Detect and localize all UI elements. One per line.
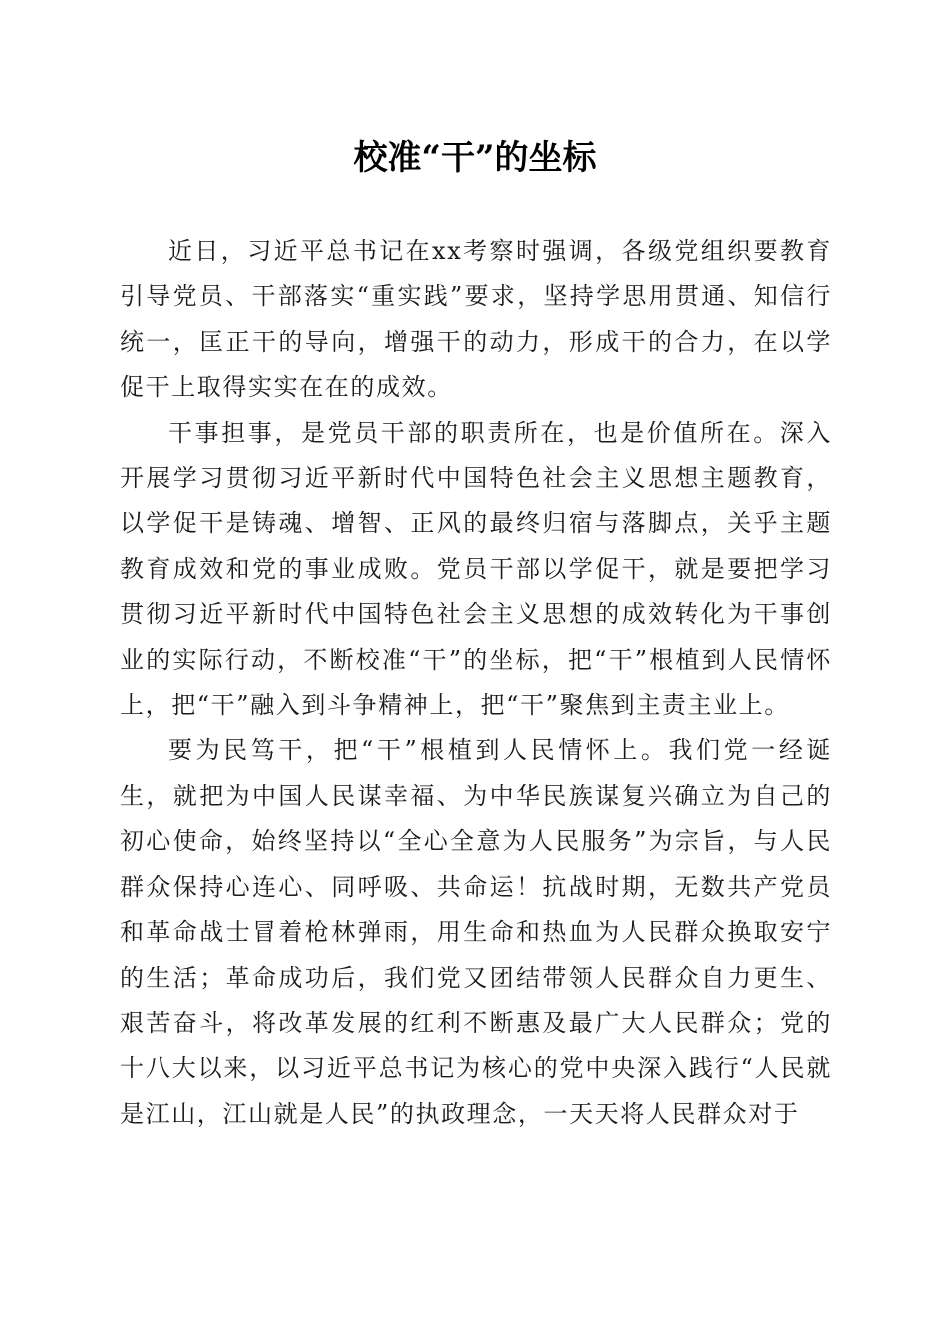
paragraph-3: 要为民笃干，把“干”根植到人民情怀上。我们党一经诞生，就把为中国人民谋幸福、为中华民族谋复兴确立为自己的初心使命，始终坚持以“全心全意为人民服务”为宗旨，与人民群众保持心连心、同呼吸、共命运！抗战时期，无数共产党员和革命战士冒着枪林弹雨，用生命和热血为人民群众换取安宁的生活；革命成功后，我们党又团结带领人民群众自力更生、艰苦奋斗，将改革发展的红利不断惠及最广大人民群众；党的十八大以来，以习近平总书记为核心的党中央深入践行“人民就是江山，江山就是人民”的执政理念，一天天将人民群众对于 [120, 736, 832, 1128]
document-title: 校准“干”的坐标 [353, 138, 597, 178]
paragraph-1: 近日，习近平总书记在xx考察时强调，各级党组织要教育引导党员、干部落实“重实践”要求，坚持学思用贯通、知信行统一，匡正干的导向，增强干的动力，形成干的合力，在以学促干上取得实实在在的成效。 [120, 237, 832, 402]
document-body [120, 229, 832, 1137]
paragraph-2: 干事担事，是党员干部的职责所在，也是价值所在。深入开展学习贯彻习近平新时代中国特色社会主义思想主题教育，以学促干是铸魂、增智、正风的最终归宿与落脚点，关乎主题教育成效和党的事业成败。党员干部以学促干，就是要把学习贯彻习近平新时代中国特色社会主义思想的成效转化为干事创业的实际行动，不断校准“干”的坐标，把“干”根植到人民情怀上，把“干”融入到斗争精神上，把“干”聚焦到主责主业上。 [120, 418, 832, 720]
